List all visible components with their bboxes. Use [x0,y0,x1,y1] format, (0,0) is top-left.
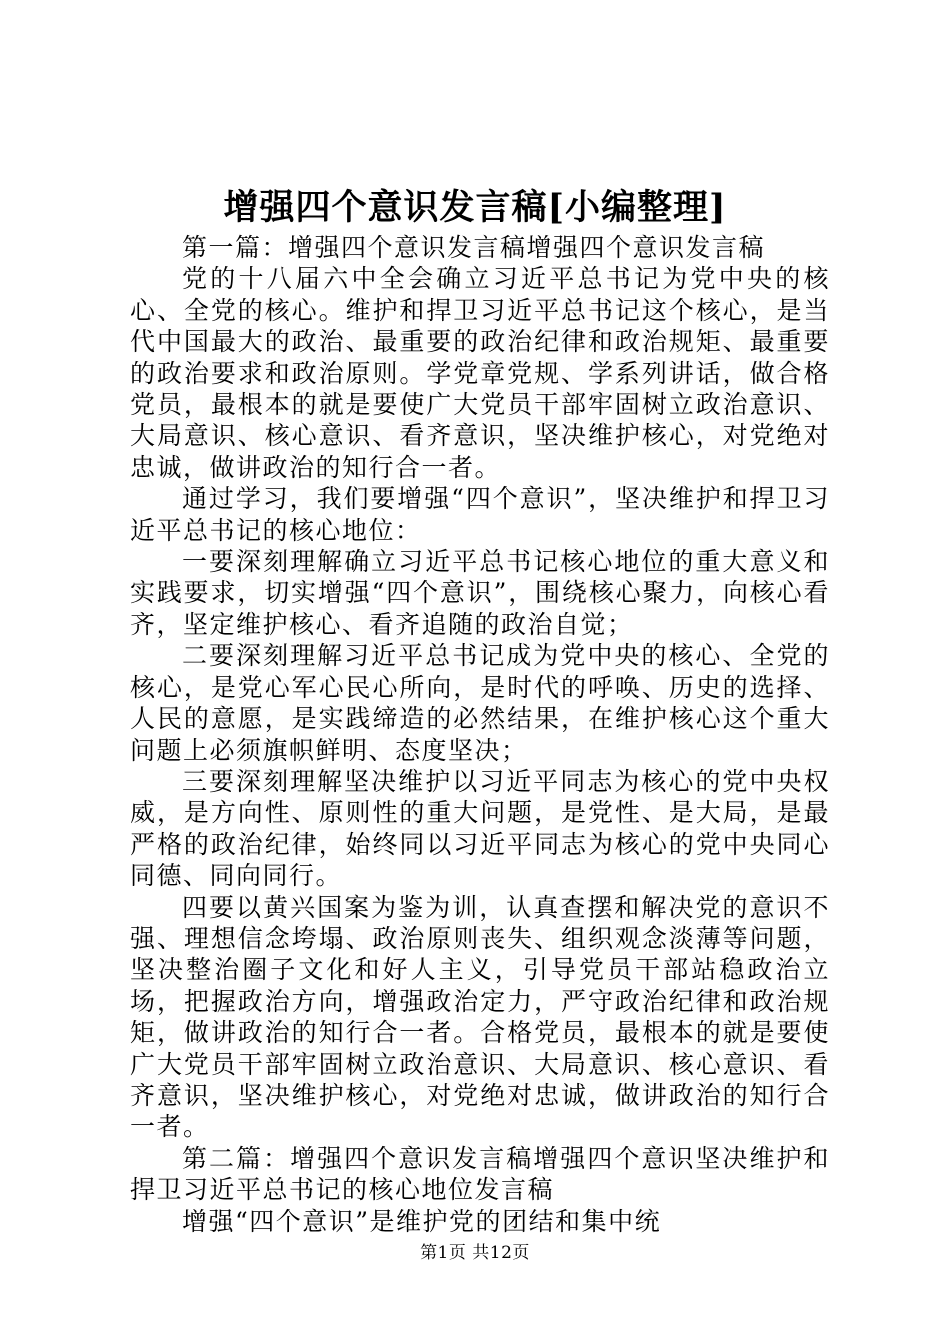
page-number: 第1页 共12页 [420,1243,530,1263]
body-paragraph: 增强“四个意识”是维护党的团结和集中统 [182,1206,662,1236]
section-heading-1: 第一篇：增强四个意识发言稿增强四个意识发言稿 [182,233,766,262]
body-paragraph: 一要深刻理解确立习近平总书记核心地位的重大意义和实践要求，切实增强“四个意识”，围绕核心聚力，向核心看齐，坚定维护核心、看齐追随的政治自觉； [130,547,830,639]
section-heading-2: 第二篇：增强四个意识发言稿增强四个意识坚决维护和捍卫习近平总书记的核心地位发言稿 [130,1143,830,1205]
body-paragraph: 二要深刻理解习近平总书记成为党中央的核心、全党的核心，是党心军心民心所向，是时代的呼唤、历史的选择、人民的意愿，是实践缔造的必然结果，在维护核心这个重大问题上必须旗帜鲜明、态度坚决； [130,641,830,765]
document-body [130,232,830,1237]
body-paragraph: 四要以黄兴国案为鉴为训，认真查摆和解决党的意识不强、理想信念垮塌、政治原则丧失、组织观念淡薄等问题，坚决整治圈子文化和好人主义，引导党员干部站稳政治立场，把握政治方向，增强政治定力，严守政治纪律和政治规矩，做讲政治的知行合一者。合格党员，最根本的就是要使广大党员干部牢固树立政治意识、大局意识、核心意识、看齐意识，坚决维护核心，对党绝对忠诚，做讲政治的知行合一者。 [130,892,830,1142]
body-paragraph: 党的十八届六中全会确立习近平总书记为党中央的核心、全党的核心。维护和捍卫习近平总书记这个核心，是当代中国最大的政治、最重要的政治纪律和政治规矩、最重要的政治要求和政治原则。学党章党规、学系列讲话，做合格党员，最根本的就是要使广大党员干部牢固树立政治意识、大局意识、核心意识、看齐意识，坚决维护核心，对党绝对忠诚，做讲政治的知行合一者。 [130,264,830,482]
body-paragraph: 通过学习，我们要增强“四个意识”，坚决维护和捍卫习近平总书记的核心地位： [130,484,830,545]
body-paragraph: 三要深刻理解坚决维护以习近平同志为核心的党中央权威，是方向性、原则性的重大问题，是党性、是大局，是最严格的政治纪律，始终同以习近平同志为核心的党中央同心同德、同向同行。 [130,766,830,891]
document-title: 增强四个意识发言稿[小编整理] [223,187,727,228]
